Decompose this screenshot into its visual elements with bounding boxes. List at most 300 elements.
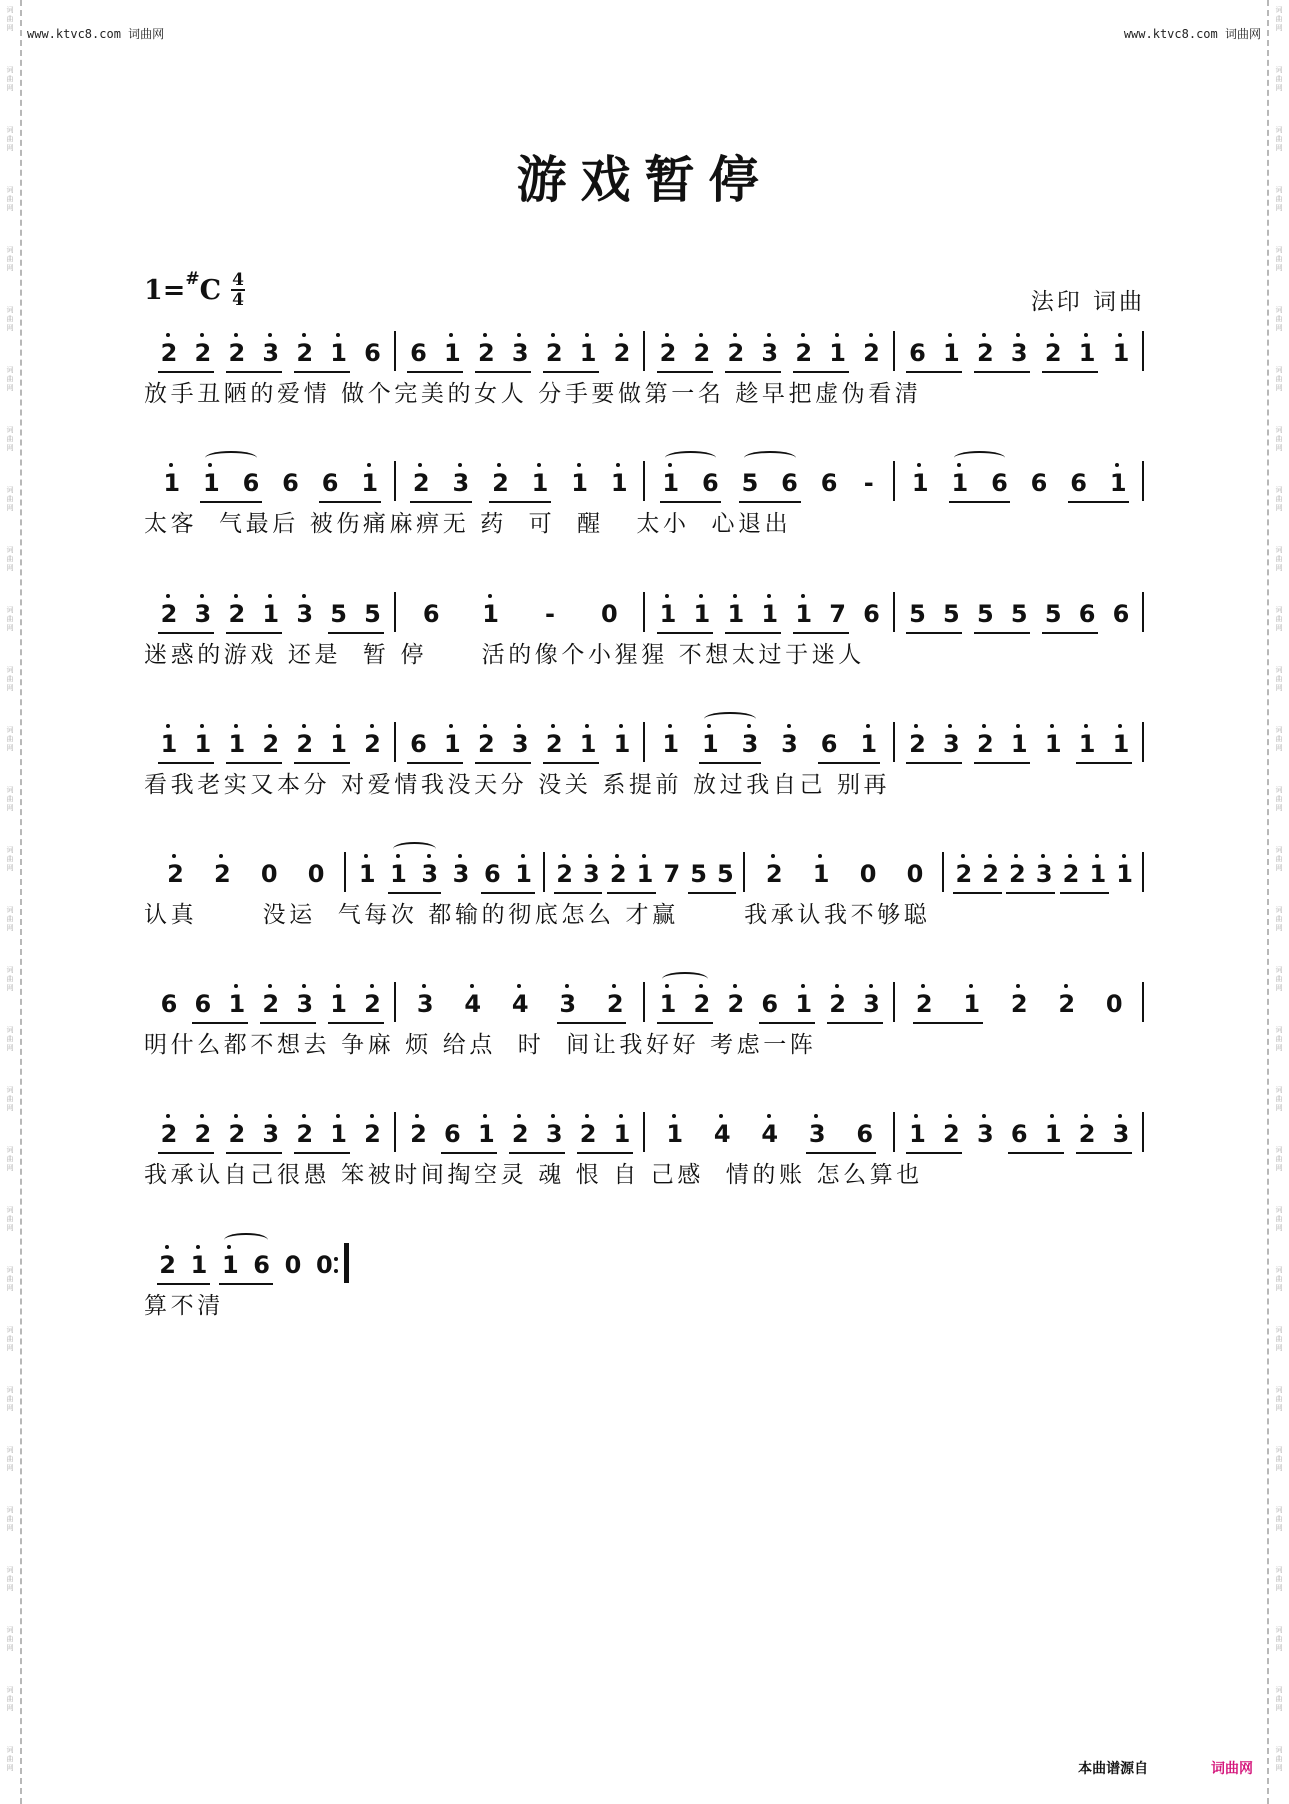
header-url: www.ktvc8.com — [27, 27, 121, 41]
note: 1 — [1085, 856, 1111, 892]
eighth-beam — [688, 892, 737, 894]
octave-dot — [642, 854, 646, 858]
time-signature — [231, 271, 245, 309]
watermark-mark: 词 曲 网 — [6, 966, 14, 992]
watermark-mark: 词 曲 网 — [1275, 1626, 1283, 1652]
rest: 0 — [859, 860, 877, 888]
note: 1 — [326, 986, 352, 1022]
bar-line — [1142, 722, 1144, 762]
note: 5 — [364, 600, 381, 628]
watermark-mark: 词 曲 网 — [1275, 1686, 1283, 1712]
watermark-mark: 词 曲 网 — [1275, 1446, 1283, 1472]
octave-dot — [449, 724, 453, 728]
octave-dot — [1050, 724, 1054, 728]
octave-dot — [869, 984, 873, 988]
watermark-mark: 词 曲 网 — [6, 486, 14, 512]
bar-line — [893, 592, 895, 632]
note: 6 — [444, 1120, 461, 1148]
eighth-beam — [226, 1152, 282, 1154]
note: 2 — [1040, 335, 1066, 371]
octave-dot — [612, 984, 616, 988]
note: 3 — [757, 335, 783, 371]
note: 1 — [808, 856, 834, 892]
note: 1 — [757, 596, 783, 632]
rest: 0 — [260, 860, 278, 888]
watermark-mark: 词 曲 网 — [6, 1566, 14, 1592]
watermark-mark: 词 曲 网 — [1275, 1326, 1283, 1352]
note: 2 — [156, 335, 182, 371]
eighth-beam — [157, 1283, 210, 1285]
octave-dot — [551, 724, 555, 728]
octave-dot — [517, 333, 521, 337]
note: 2 — [655, 335, 681, 371]
composer-credit: 法印 词曲 — [1030, 289, 1145, 315]
note: 2 — [292, 1116, 318, 1152]
octave-dot — [771, 854, 775, 858]
octave-dot — [234, 984, 238, 988]
note: 3 — [292, 596, 318, 632]
bar-line — [893, 1112, 895, 1152]
lyrics-line: 认真 没运 气每次 都输的彻底怎么 才赢 我承认我不够聪 — [144, 902, 931, 928]
note: 6 — [410, 339, 427, 367]
watermark-mark: 词 曲 网 — [1275, 666, 1283, 692]
eighth-beam — [793, 371, 849, 373]
octave-dot — [767, 594, 771, 598]
note: 6 — [909, 339, 926, 367]
octave-dot — [302, 1114, 306, 1118]
key-note: C — [199, 274, 222, 306]
octave-dot — [577, 463, 581, 467]
eighth-beam — [226, 371, 282, 373]
note: 5 — [1044, 600, 1062, 628]
eighth-beam — [328, 1022, 384, 1024]
note: 6 — [242, 469, 260, 497]
note: 1 — [791, 986, 817, 1022]
octave-dot — [497, 463, 501, 467]
eighth-beam — [1068, 501, 1130, 503]
eighth-beam — [554, 892, 603, 894]
note: 1 — [1040, 726, 1066, 762]
note: 3 — [737, 726, 763, 762]
eighth-beam — [657, 1022, 713, 1024]
watermark-mark: 词 曲 网 — [1275, 306, 1283, 332]
eighth-beam — [319, 501, 381, 503]
watermark-mark: 词 曲 网 — [1275, 906, 1283, 932]
tie-arc — [205, 451, 257, 465]
octave-dot — [302, 984, 306, 988]
watermark-mark: 词 曲 网 — [6, 1206, 14, 1232]
note: 3 — [804, 1116, 830, 1152]
octave-dot — [415, 1114, 419, 1118]
header-site-left[interactable] — [27, 25, 164, 42]
watermark-mark: 词 曲 网 — [6, 1026, 14, 1052]
octave-dot — [268, 724, 272, 728]
note: 2 — [1006, 986, 1032, 1022]
note: 5 — [330, 600, 347, 628]
note: 5 — [909, 600, 926, 628]
note: 1 — [856, 726, 882, 762]
watermark-mark: 词 曲 网 — [1275, 1566, 1283, 1592]
eighth-beam — [577, 1152, 633, 1154]
eighth-beam — [219, 1283, 272, 1285]
octave-dot — [814, 1114, 818, 1118]
note: 1 — [190, 726, 216, 762]
note: 6 — [781, 469, 798, 497]
note: 1 — [938, 335, 964, 371]
watermark-mark: 词 曲 网 — [1275, 1026, 1283, 1052]
octave-dot — [370, 984, 374, 988]
note: 6 — [194, 990, 212, 1018]
note: 1 — [655, 986, 681, 1022]
bar-line — [643, 331, 645, 371]
note: 6 — [410, 730, 427, 758]
octave-dot — [1084, 333, 1088, 337]
octave-dot — [166, 594, 170, 598]
note: 2 — [156, 596, 182, 632]
note: 4 — [757, 1116, 783, 1152]
note: 1 — [1006, 726, 1032, 762]
octave-dot — [1014, 854, 1018, 858]
note: 1 — [632, 856, 658, 892]
eighth-beam — [607, 892, 656, 894]
note: 5 — [976, 600, 994, 628]
note: 1 — [1108, 726, 1134, 762]
octave-dot — [166, 1114, 170, 1118]
note: 6 — [702, 469, 719, 497]
header-site-right[interactable] — [1124, 25, 1261, 42]
octave-dot — [1118, 1114, 1122, 1118]
octave-dot — [1068, 854, 1072, 858]
bar-line — [1142, 852, 1144, 892]
eighth-beam — [226, 632, 282, 634]
note: 1 — [217, 1247, 243, 1283]
octave-dot — [801, 984, 805, 988]
lyrics-line: 迷惑的游戏 还是 暂 停 活的像个小猩猩 不想太过于迷人 — [144, 642, 865, 668]
note: 2 — [360, 726, 386, 762]
note: 2 — [292, 335, 318, 371]
note: 2 — [972, 726, 998, 762]
eighth-beam — [913, 1022, 983, 1024]
octave-dot — [818, 854, 822, 858]
note: 3 — [1031, 856, 1057, 892]
eighth-beam — [200, 501, 262, 503]
note: 1 — [1074, 335, 1100, 371]
note: 6 — [991, 469, 1008, 497]
note: 1 — [609, 726, 635, 762]
eighth-beam — [818, 762, 880, 764]
watermark-mark: 词 曲 网 — [1275, 1266, 1283, 1292]
note: 2 — [911, 986, 937, 1022]
octave-dot — [200, 1114, 204, 1118]
eighth-beam — [294, 1152, 350, 1154]
note: 2 — [190, 1116, 216, 1152]
octave-dot — [427, 854, 431, 858]
octave-dot — [551, 1114, 555, 1118]
watermark-mark: 词 曲 网 — [6, 1146, 14, 1172]
bar-line — [394, 592, 396, 632]
bar-line — [893, 461, 895, 501]
octave-dot — [1041, 854, 1045, 858]
note: 3 — [578, 856, 604, 892]
note: 6 — [1010, 1120, 1028, 1148]
note: 6 — [761, 990, 779, 1018]
octave-dot — [234, 333, 238, 337]
note: 2 — [1054, 986, 1080, 1022]
octave-dot — [196, 1245, 200, 1249]
tie-arc — [224, 1233, 267, 1247]
watermark-mark: 词 曲 网 — [6, 1686, 14, 1712]
eighth-beam — [657, 632, 713, 634]
octave-dot — [483, 724, 487, 728]
note: 6 — [253, 1251, 270, 1279]
octave-dot — [835, 984, 839, 988]
octave-dot — [1050, 1114, 1054, 1118]
time-numerator: 4 — [232, 270, 245, 290]
lyrics-line: 明什么都不想去 争麻 烦 给点 时 间让我好好 考虑一阵 — [144, 1032, 817, 1058]
note: 6 — [863, 600, 880, 628]
octave-dot — [1118, 333, 1122, 337]
note: 2 — [723, 986, 749, 1022]
note: 2 — [723, 335, 749, 371]
eighth-beam — [725, 371, 781, 373]
octave-dot — [537, 463, 541, 467]
octave-dot — [517, 724, 521, 728]
note: 2 — [689, 335, 715, 371]
note: 1 — [575, 335, 601, 371]
eighth-beam — [1042, 632, 1098, 634]
bar-line — [743, 852, 745, 892]
note: 4 — [709, 1116, 735, 1152]
watermark-mark: 词 曲 网 — [1275, 126, 1283, 152]
note: 3 — [190, 596, 216, 632]
octave-dot — [988, 854, 992, 858]
note: 1 — [825, 335, 851, 371]
eighth-beam — [725, 632, 781, 634]
watermark-mark: 词 曲 网 — [1275, 426, 1283, 452]
note: 2 — [487, 465, 513, 501]
note: 1 — [1108, 335, 1134, 371]
octave-dot — [166, 724, 170, 728]
octave-dot — [302, 724, 306, 728]
eighth-beam — [759, 1022, 815, 1024]
eighth-beam — [827, 1022, 883, 1024]
octave-dot — [969, 984, 973, 988]
note: 1 — [567, 465, 593, 501]
note: 1 — [439, 726, 465, 762]
note: 2 — [541, 726, 567, 762]
octave-dot — [665, 333, 669, 337]
note: 6 — [1112, 600, 1130, 628]
octave-dot — [418, 463, 422, 467]
end-repeat-bar — [344, 1243, 349, 1283]
footer-brand[interactable]: 词曲网 — [1211, 1761, 1253, 1777]
note: 2 — [791, 335, 817, 371]
bar-line — [942, 852, 944, 892]
bar-line — [1142, 592, 1144, 632]
octave-dot — [268, 1114, 272, 1118]
eighth-beam — [388, 892, 441, 894]
note: 2 — [258, 726, 284, 762]
bar-line — [394, 982, 396, 1022]
watermark-mark: 词 曲 网 — [1275, 1086, 1283, 1112]
watermark-mark: 词 曲 网 — [6, 186, 14, 212]
rest: 0 — [906, 860, 924, 888]
note: 1 — [159, 465, 185, 501]
octave-dot — [588, 854, 592, 858]
watermark-mark: 词 曲 网 — [1275, 66, 1283, 92]
note: 2 — [507, 1116, 533, 1152]
header-site-name: 词曲网 — [128, 27, 165, 41]
note: 2 — [473, 726, 499, 762]
note: 1 — [527, 465, 553, 501]
note: 6 — [483, 860, 501, 888]
eighth-beam — [294, 762, 350, 764]
octave-dot — [672, 1114, 676, 1118]
note: 3 — [448, 856, 474, 892]
note: 1 — [156, 726, 182, 762]
watermark-mark: 词 曲 网 — [6, 1326, 14, 1352]
watermark-mark: 词 曲 网 — [6, 1506, 14, 1532]
note: 1 — [655, 596, 681, 632]
octave-dot — [488, 594, 492, 598]
note: 3 — [777, 726, 803, 762]
note: 2 — [292, 726, 318, 762]
note: 2 — [972, 335, 998, 371]
octave-dot — [1016, 724, 1020, 728]
note: 5 — [1010, 600, 1028, 628]
octave-dot — [619, 333, 623, 337]
note: 6 — [1030, 469, 1048, 497]
eighth-beam — [906, 762, 962, 764]
octave-dot — [1064, 984, 1068, 988]
octave-dot — [370, 1114, 374, 1118]
octave-dot — [914, 724, 918, 728]
note: 1 — [606, 465, 632, 501]
dash: - — [544, 600, 555, 628]
bar-line — [893, 722, 895, 762]
tie-arc — [954, 451, 1006, 465]
note: 1 — [959, 986, 985, 1022]
octave-dot — [767, 1114, 771, 1118]
octave-dot — [699, 333, 703, 337]
octave-dot — [336, 333, 340, 337]
note: 3 — [859, 986, 885, 1022]
octave-dot — [169, 463, 173, 467]
note: 3 — [448, 465, 474, 501]
eighth-beam — [328, 632, 384, 634]
bar-line — [394, 461, 396, 501]
note: 6 — [820, 469, 838, 497]
note: 2 — [938, 1116, 964, 1152]
tie-arc — [744, 451, 796, 465]
octave-dot — [767, 333, 771, 337]
eighth-beam — [906, 371, 962, 373]
note: 2 — [541, 335, 567, 371]
note: 4 — [460, 986, 486, 1022]
octave-dot — [458, 463, 462, 467]
note: 2 — [473, 335, 499, 371]
note: 2 — [258, 986, 284, 1022]
watermark-mark: 词 曲 网 — [6, 1086, 14, 1112]
watermark-mark: 词 曲 网 — [1275, 1386, 1283, 1412]
note: 1 — [947, 465, 973, 501]
bar-line — [543, 852, 545, 892]
eighth-beam — [410, 501, 472, 503]
octave-dot — [521, 854, 525, 858]
watermark-mark: 词 曲 网 — [6, 546, 14, 572]
rest: 0 — [284, 1251, 302, 1279]
note: 2 — [552, 856, 578, 892]
note: 1 — [1040, 1116, 1066, 1152]
octave-dot — [982, 333, 986, 337]
note: 3 — [555, 986, 581, 1022]
octave-dot — [616, 463, 620, 467]
note: 2 — [689, 986, 715, 1022]
note: 2 — [224, 596, 250, 632]
eighth-beam — [475, 371, 531, 373]
octave-dot — [733, 333, 737, 337]
note: 5 — [690, 860, 707, 888]
note: 2 — [360, 986, 386, 1022]
note: 2 — [904, 726, 930, 762]
rest: 0 — [1105, 990, 1123, 1018]
bar-line — [1142, 1112, 1144, 1152]
note: 6 — [856, 1120, 874, 1148]
right-watermark-strip — [1267, 0, 1289, 1804]
eighth-beam — [192, 1022, 248, 1024]
note: 3 — [541, 1116, 567, 1152]
octave-dot — [914, 1114, 918, 1118]
watermark-mark: 词 曲 网 — [6, 6, 14, 32]
watermark-mark: 词 曲 网 — [6, 1266, 14, 1292]
octave-dot — [370, 724, 374, 728]
eighth-beam — [407, 371, 463, 373]
watermark-mark: 词 曲 网 — [1275, 186, 1283, 212]
octave-dot — [234, 724, 238, 728]
octave-dot — [1118, 724, 1122, 728]
octave-dot — [562, 854, 566, 858]
note: 1 — [224, 986, 250, 1022]
octave-dot — [458, 854, 462, 858]
eighth-beam — [949, 501, 1011, 503]
octave-dot — [200, 724, 204, 728]
watermark-mark: 词 曲 网 — [1275, 246, 1283, 272]
bar-line — [643, 722, 645, 762]
octave-dot — [835, 333, 839, 337]
watermark-mark: 词 曲 网 — [1275, 366, 1283, 392]
note: 1 — [609, 1116, 635, 1152]
octave-dot — [1084, 1114, 1088, 1118]
note: 3 — [1108, 1116, 1134, 1152]
note: 1 — [511, 856, 537, 892]
octave-dot — [921, 984, 925, 988]
octave-dot — [200, 333, 204, 337]
eighth-beam — [1076, 762, 1132, 764]
octave-dot — [733, 594, 737, 598]
rest: 0 — [307, 860, 325, 888]
note: 1 — [658, 726, 684, 762]
octave-dot — [470, 984, 474, 988]
octave-dot — [336, 724, 340, 728]
octave-dot — [367, 463, 371, 467]
octave-dot — [422, 984, 426, 988]
lyrics-line: 太客 气最后 被伤痛麻痹无 药 可 醒 太小 心退出 — [144, 511, 792, 537]
octave-dot — [699, 984, 703, 988]
lyrics-line: 放手丑陋的爱情 做个完美的女人 分手要做第一名 趁早把虚伪看清 — [144, 381, 922, 407]
note: 7 — [663, 860, 681, 888]
octave-dot — [200, 594, 204, 598]
note: 2 — [190, 335, 216, 371]
